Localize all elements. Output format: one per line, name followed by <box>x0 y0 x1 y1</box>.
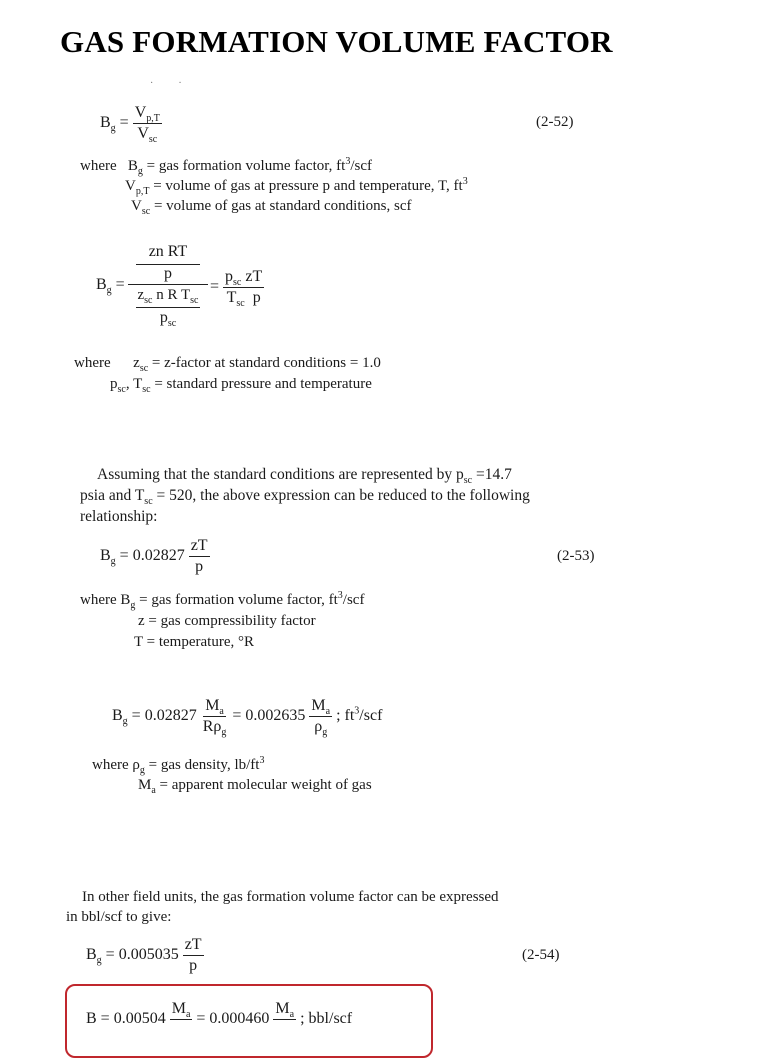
equation-2-54: $B_g = 0.005035$ $\frac{zT}{p}$ <box>86 936 202 974</box>
scan-marks: · · <box>150 78 182 89</box>
equation-bg-derivation-rhs: = $\frac{p_{sc} zT}{T_{sc} p}$ <box>210 268 263 309</box>
paragraph-line-1: Assuming that the standard conditions are represented by $p_{sc} =14.7$ <box>97 466 512 487</box>
equation-bg-bbl: B = 0.00504 $M_a$ = 0.000460 $M_a$ ; bbl/scf <box>86 1000 353 1028</box>
definition-bg: where $B_g$ = gas formation volume factor, $ft^3$/scf <box>80 156 372 177</box>
equation-2-53: $B_g = 0.02827$ $\frac{zT}{p}$ <box>100 537 208 575</box>
definition-vsc: $V_{sc}$ = volume of gas at standard conditions, scf <box>131 198 412 217</box>
equation-2-52: $B_g$ = $\frac{V_{p,T}}{V_{sc}}$ <box>100 104 160 145</box>
definition-zsc: where $z_{sc}$ = z-factor at standard conditions = 1.0 <box>74 355 381 374</box>
definition-psc-tsc: $p_{sc}$, $T_{sc}$ = standard pressure and temperature <box>110 376 372 395</box>
paragraph2-line-2: in bbl/scf to give: <box>66 909 172 925</box>
equation-number-2-53: (2-53) <box>557 548 595 564</box>
equation-bg-derivation-lhs: $B_g$ = <box>96 276 125 297</box>
paragraph2-line-1: In other field units, the gas formation volume factor can be expressed <box>82 889 499 905</box>
definition-bg-2: where $B_g$ = gas formation volume factor, $ft^3$/scf <box>80 590 365 611</box>
page-title: GAS FORMATION VOLUME FACTOR <box>60 24 613 59</box>
equation-number-2-52: (2-52) <box>536 114 574 130</box>
fraction-top: zn RT <box>136 242 200 265</box>
definition-ma: $M_a$ = apparent molecular weight of gas <box>138 777 372 796</box>
definition-vpt: $V_{p,T}$ = volume of gas at pressure p and temperature, T, $ft^3$ <box>125 176 468 197</box>
equation-number-2-54: (2-54) <box>522 947 560 963</box>
paragraph-line-3: relationship: <box>80 508 158 525</box>
compound-fraction: zn RT p $z_{sc}$ n R $T_{sc}$ $p_{sc}$ <box>128 242 208 328</box>
fraction-top-den: p <box>164 265 172 282</box>
definition-rho: where $\rho_g$ = gas density, $lb/ft^3$ <box>92 755 265 776</box>
definition-t: T = temperature, °R <box>134 634 254 650</box>
paragraph-line-2: psia and $T_{sc} = 520$, the above expression can be reduced to the following <box>80 487 530 508</box>
definition-z: z = gas compressibility factor <box>138 613 316 629</box>
equation-bg-density: $B_g = 0.02827$ $\frac{M_a}{R\rho_g}$ = 0.002635 $\frac{M_a}{\rho_g}$ ; $ft^3$/scf <box>112 697 383 738</box>
